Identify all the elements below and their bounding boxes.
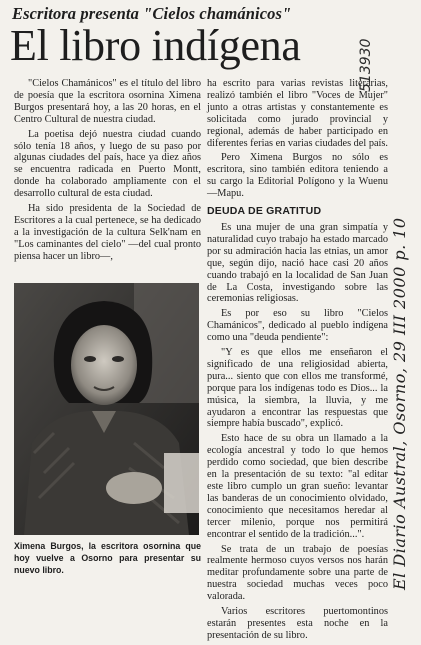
paragraph: "Y es que ellos me enseñaron el significado de una religiosidad abierta, pura... siento que con ellos me transformé, porque para los indígenas todo es Dios... la música, la siembra, la lluvia, y me ayudaron a encontrar las respuestas que siempre había buscado", explicó. bbox=[207, 347, 388, 430]
paragraph: ha escrito para varias revistas literarias, realizó también el libro "Voces de Mujer" junto a otras artistas y constantemente es solicitada como jurado provincial y regional, además de haber participado en diferentes ferias en varias ciudades del país. bbox=[207, 78, 388, 149]
paragraph: Es por eso su libro "Cielos Chamánicos", dedicado al pueblo indígena como una "deuda pendiente": bbox=[207, 308, 388, 344]
author-portrait-image bbox=[14, 283, 199, 535]
section-subhead: DEUDA DE GRATITUD bbox=[207, 205, 322, 218]
article-kicker: Escritora presenta "Cielos chamánicos" bbox=[12, 4, 292, 23]
paragraph: Es una mujer de una gran simpatía y naturalidad cuyo trabajo ha estado marcado por su admiración hacia las etnias, un amor que, según dijo, nació hace casi 20 años cuando trabajó en la localidad de San Juan de La Costa, investigando sobre las ceremonias religiosas. bbox=[207, 221, 388, 305]
paragraph: Se trata de un trabajo de poesías realmente hermoso cuyos versos nos harán meditar profundamente sobre una parte de nuestra sociedad muchas veces poco valorada. bbox=[207, 543, 388, 603]
paragraph: Varios escritores puertomontinos estarán presentes esta noche en la presentación de su libro. bbox=[207, 606, 388, 641]
photo-caption: Ximena Burgos, la escritora osornina que hoy vuelve a Osorno para presentar su nuevo libro. bbox=[14, 541, 201, 575]
left-column bbox=[14, 78, 201, 266]
paragraph: La poetisa dejó nuestra ciudad cuando sólo tenía 18 años, y luego de su paso por algunas ciudades del país, hace ya diez años se encuentra radicada en Puerto Montt, donde ha colaborado ampliamente con el desarrollo cultural de esta ciudad. bbox=[14, 128, 201, 200]
archive-number: 513930 bbox=[358, 38, 374, 92]
article-headline: El libro indígena bbox=[10, 21, 301, 70]
right-column bbox=[207, 78, 388, 645]
paragraph: "Cielos Chamánicos" es el título del libro de poesía que la escritora osornina Ximena Burgos presentará hoy, a las 20 horas, en el Centro Cultural de nuestra ciudad. bbox=[14, 78, 201, 125]
paragraph: Ha sido presidenta de la Sociedad de Escritores a la cual pertenece, se ha dedicado a la investigación de la cultura Selk'nam en "Los caminantes del cielo" —del cual pronto piensa hacer un libro—, bbox=[14, 203, 201, 262]
paragraph: Esto hace de su obra un llamado a la ecología ancestral y todo lo que hemos perdido como sociedad, que bien describe en la presentación de su texto: "al editar este libro cumplo un gran sueño: levantar las banderas de un conocimiento olvidado, conocimiento que necesitamos heredar al tercer milenio, porque nos permitirá encontrar el sentido de la tradición...". bbox=[207, 433, 388, 540]
handwritten-source-note: El Diario Austral, Osorno, 29 III 2000 p. 10 bbox=[390, 217, 409, 590]
author-photo bbox=[14, 283, 199, 535]
paragraph: Pero Ximena Burgos no sólo es escritora, sino también editora teniendo a su cargo la Editorial Polígono y la Wuenu—Mapu. bbox=[207, 152, 388, 200]
